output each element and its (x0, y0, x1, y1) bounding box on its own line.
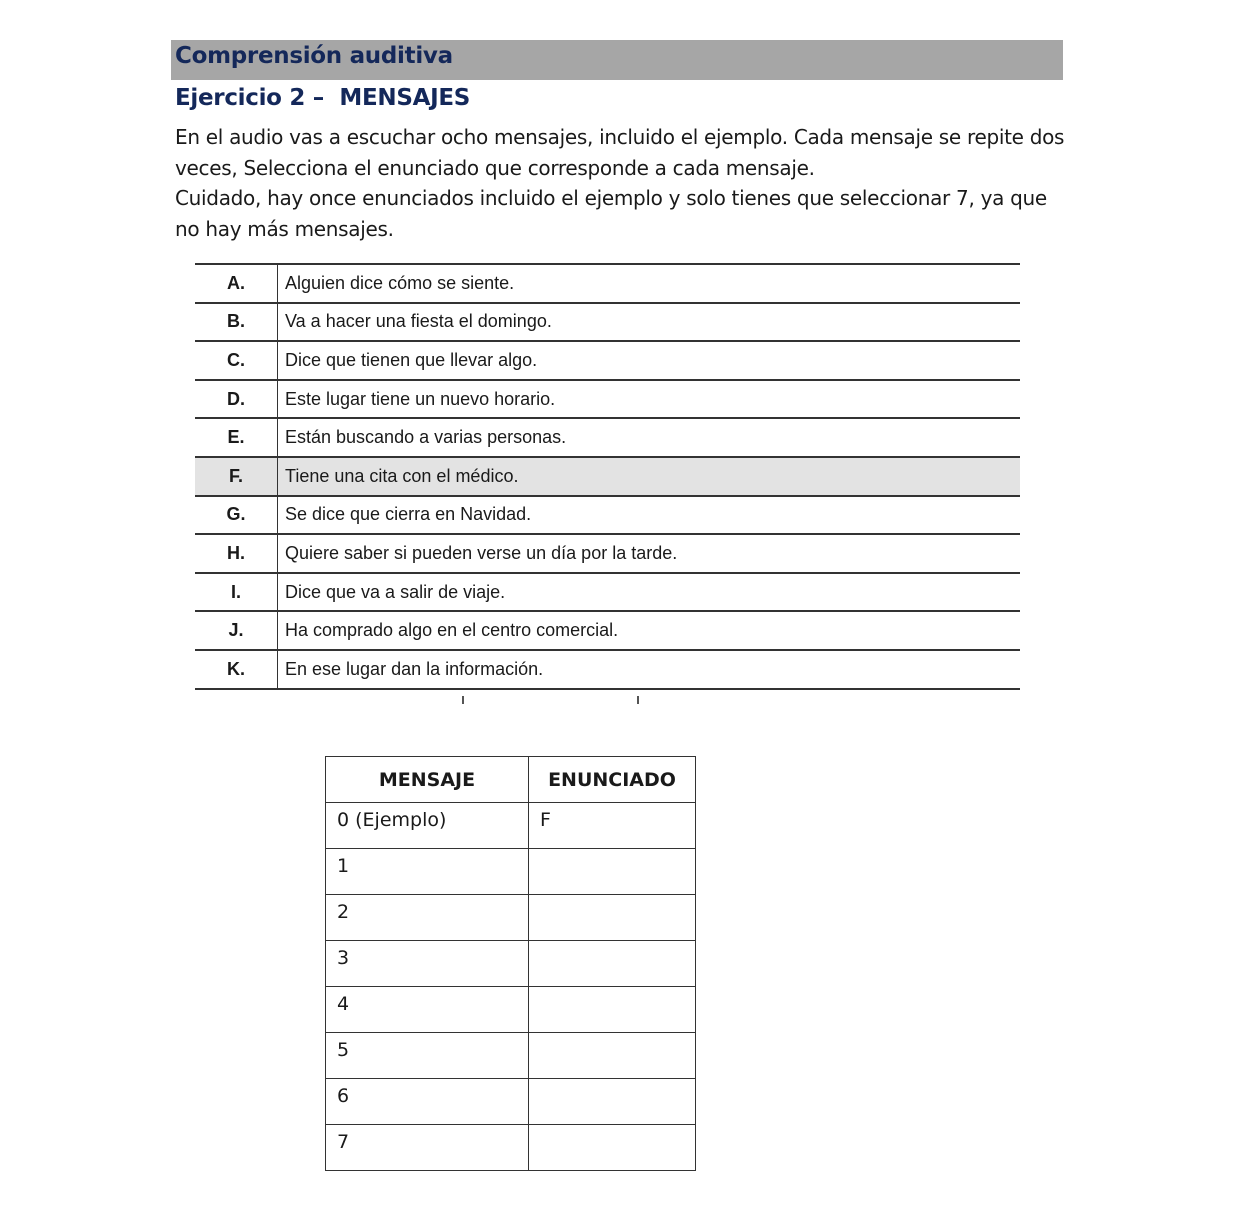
statement-text: Dice que va a salir de viaje. (278, 573, 1021, 612)
statement-text: Este lugar tiene un nuevo horario. (278, 380, 1021, 419)
statement-text: Se dice que cierra en Navidad. (278, 496, 1021, 535)
header-enunciado: ENUNCIADO (529, 757, 696, 803)
statement-text: Dice que tienen que llevar algo. (278, 341, 1021, 380)
answer-row (326, 941, 696, 987)
statement-text: Tiene una cita con el médico. (278, 457, 1021, 496)
scan-artifact-mark (462, 696, 464, 704)
enunciado-cell[interactable] (529, 895, 696, 941)
statement-row (195, 264, 1020, 303)
mensaje-cell: 1 (326, 849, 529, 895)
statement-text: En ese lugar dan la información. (278, 650, 1021, 689)
mensaje-cell: 2 (326, 895, 529, 941)
answer-row (326, 1079, 696, 1125)
instructions-paragraph-2: Cuidado, hay once enunciados incluido el ejemplo y solo tienes que seleccionar 7, ya que no hay más mensajes. (175, 186, 1047, 241)
enunciado-cell[interactable] (529, 941, 696, 987)
statement-letter: H. (195, 534, 278, 573)
instructions (175, 122, 1065, 244)
statement-letter: F. (195, 457, 278, 496)
statement-text: Ha comprado algo en el centro comercial. (278, 611, 1021, 650)
statement-text: Quiere saber si pueden verse un día por la tarde. (278, 534, 1021, 573)
statement-row (195, 611, 1020, 650)
enunciado-cell[interactable] (529, 1079, 696, 1125)
statement-row (195, 650, 1020, 689)
statement-text: Alguien dice cómo se siente. (278, 264, 1021, 303)
statement-row (195, 303, 1020, 342)
enunciado-cell[interactable] (529, 987, 696, 1033)
answer-table-header (326, 757, 696, 803)
answer-row (326, 803, 696, 849)
mensaje-cell: 3 (326, 941, 529, 987)
answer-row (326, 849, 696, 895)
statement-row (195, 418, 1020, 457)
statement-row (195, 496, 1020, 535)
instructions-paragraph-1: En el audio vas a escuchar ocho mensajes, incluido el ejemplo. Cada mensaje se repite dos veces, Selecciona el enunciado que corresponde a cada mensaje. (175, 125, 1065, 180)
mensaje-cell: 7 (326, 1125, 529, 1171)
section-title: Comprensión auditiva (175, 43, 453, 69)
statement-letter: E. (195, 418, 278, 457)
statement-row-example (195, 457, 1020, 496)
mensaje-cell: 0 (Ejemplo) (326, 803, 529, 849)
enunciado-cell[interactable] (529, 1125, 696, 1171)
enunciado-cell[interactable] (529, 849, 696, 895)
answer-row (326, 1033, 696, 1079)
enunciado-cell[interactable]: F (529, 803, 696, 849)
statement-letter: C. (195, 341, 278, 380)
mensaje-cell: 5 (326, 1033, 529, 1079)
statement-text: Están buscando a varias personas. (278, 418, 1021, 457)
answer-row (326, 987, 696, 1033)
mensaje-cell: 4 (326, 987, 529, 1033)
statements-table (195, 263, 1020, 690)
header-mensaje: MENSAJE (326, 757, 529, 803)
statement-text: Va a hacer una fiesta el domingo. (278, 303, 1021, 342)
mensaje-cell: 6 (326, 1079, 529, 1125)
enunciado-cell[interactable] (529, 1033, 696, 1079)
statement-letter: K. (195, 650, 278, 689)
exercise-title: Ejercicio 2 – MENSAJES (175, 85, 471, 111)
statement-row (195, 341, 1020, 380)
statement-letter: B. (195, 303, 278, 342)
statement-row (195, 573, 1020, 612)
statement-letter: G. (195, 496, 278, 535)
answer-table (325, 756, 696, 1171)
answer-row (326, 1125, 696, 1171)
statement-letter: A. (195, 264, 278, 303)
statement-letter: D. (195, 380, 278, 419)
statement-row (195, 534, 1020, 573)
statement-letter: J. (195, 611, 278, 650)
statement-letter: I. (195, 573, 278, 612)
statement-row (195, 380, 1020, 419)
answer-row (326, 895, 696, 941)
scan-artifact-mark (637, 696, 639, 704)
